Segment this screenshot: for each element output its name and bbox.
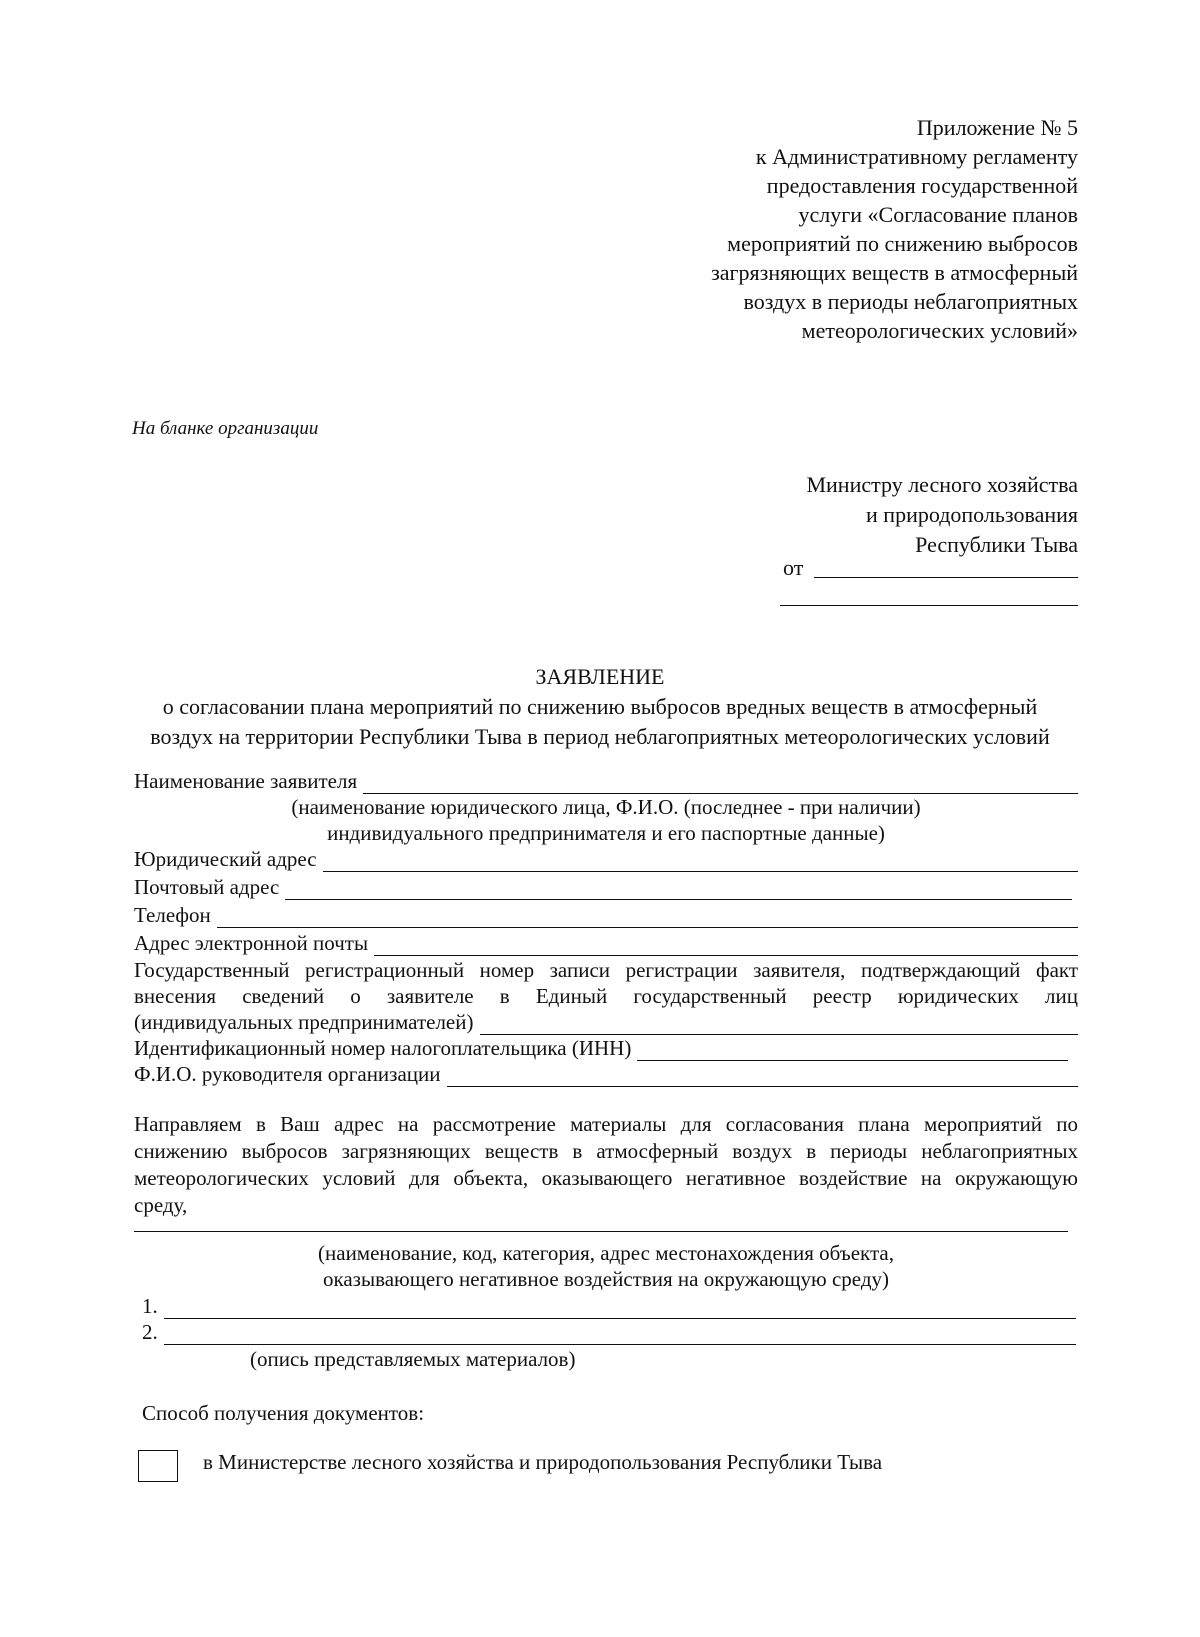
delivery-heading: Способ получения документов: <box>142 1401 425 1425</box>
object-hint <box>134 1240 1078 1292</box>
appendix-block <box>558 113 1078 345</box>
material-item-2-input[interactable] <box>164 1324 1076 1345</box>
inn-row <box>134 1035 1068 1061</box>
object-input[interactable] <box>134 1230 1068 1232</box>
inn-input[interactable] <box>637 1040 1068 1061</box>
phone-row <box>134 902 1078 928</box>
applicant-name-label: Наименование заявителя <box>134 769 358 793</box>
material-item-2 <box>142 1319 1076 1345</box>
from-field-line-2[interactable] <box>780 604 1078 606</box>
body-line: метеорологических условий для объекта, оказывающего негативное воздействие на окружающую <box>134 1166 1078 1190</box>
appendix-line: метеорологических условий» <box>801 318 1078 343</box>
letterhead-note: На бланке организации <box>132 418 319 439</box>
director-input[interactable] <box>447 1066 1079 1087</box>
object-hint-line: (наименование, код, категория, адрес местонахождения объекта, <box>318 1241 894 1265</box>
appendix-line: загрязняющих веществ в атмосферный <box>711 260 1078 285</box>
appendix-line: мероприятий по снижению выбросов <box>727 231 1078 256</box>
delivery-option-label: в Министерстве лесного хозяйства и природопользования Республики Тыва <box>203 1450 883 1474</box>
title-subtitle-line: воздух на территории Республики Тыва в период неблагоприятных метеорологических условий <box>150 724 1050 749</box>
email-row <box>134 930 1078 956</box>
from-label: от <box>783 555 804 580</box>
ogrn-label: (индивидуальных предпринимателей) <box>134 1010 474 1034</box>
document-title <box>120 662 1080 752</box>
legal-address-row <box>134 846 1078 872</box>
from-field-line-1[interactable] <box>814 576 1078 578</box>
material-item-1 <box>142 1293 1076 1319</box>
title-heading: ЗАЯВЛЕНИЕ <box>535 664 665 689</box>
appendix-line: услуги «Согласование планов <box>798 202 1078 227</box>
director-row <box>134 1061 1078 1087</box>
addressee-line: Министру лесного хозяйства <box>806 472 1078 497</box>
phone-input[interactable] <box>217 907 1078 928</box>
phone-label: Телефон <box>134 903 211 927</box>
delivery-option-checkbox[interactable] <box>138 1450 178 1482</box>
material-item-1-input[interactable] <box>164 1298 1076 1319</box>
body-paragraph <box>134 1111 1078 1219</box>
body-line: Направляем в Ваш адрес на рассмотрение материалы для согласования плана мероприятий по <box>134 1112 1078 1136</box>
appendix-line: предоставления государственной <box>766 173 1078 198</box>
ogrn-input[interactable] <box>480 1014 1079 1035</box>
object-hint-line: оказывающего негативное воздействия на окружающую среду) <box>322 1267 890 1291</box>
applicant-name-input[interactable] <box>363 773 1078 794</box>
appendix-line: к Административному регламенту <box>755 144 1078 169</box>
postal-address-row <box>134 874 1072 900</box>
email-label: Адрес электронной почты <box>134 931 369 955</box>
addressee-block <box>658 470 1078 560</box>
ogrn-row <box>134 1009 1078 1035</box>
legal-address-input[interactable] <box>323 851 1078 872</box>
applicant-hint <box>134 794 1078 846</box>
title-subtitle-line: о согласовании плана мероприятий по снижению выбросов вредных веществ в атмосферный <box>162 694 1038 719</box>
email-input[interactable] <box>374 935 1078 956</box>
materials-hint: (опись представляемых материалов) <box>250 1347 576 1371</box>
legal-address-label: Юридический адрес <box>134 847 317 871</box>
body-line: снижению выбросов загрязняющих веществ в атмосферный воздух в периоды неблагоприятных <box>134 1139 1078 1163</box>
postal-address-label: Почтовый адрес <box>134 875 280 899</box>
applicant-hint-line: индивидуального предпринимателя и его паспортные данные) <box>327 821 885 845</box>
addressee-line: и природопользования <box>866 502 1078 527</box>
director-label: Ф.И.О. руководителя организации <box>134 1062 441 1086</box>
addressee-line: Республики Тыва <box>915 532 1078 557</box>
postal-address-input[interactable] <box>285 879 1072 900</box>
ogrn-line: внесения сведений о заявителе в Единый государственный реестр юридических лиц <box>134 984 1078 1008</box>
material-item-number: 1. <box>142 1294 158 1318</box>
body-line: среду, <box>134 1193 188 1217</box>
applicant-name-row <box>134 768 1078 794</box>
ogrn-line: Государственный регистрационный номер записи регистрации заявителя, подтверждающий факт <box>134 958 1078 982</box>
applicant-hint-line: (наименование юридического лица, Ф.И.О. (последнее - при наличии) <box>291 795 921 819</box>
inn-label: Идентификационный номер налогоплательщика (ИНН) <box>134 1036 632 1060</box>
appendix-line: воздух в периоды неблагоприятных <box>743 289 1078 314</box>
appendix-number: Приложение № 5 <box>916 115 1078 140</box>
material-item-number: 2. <box>142 1320 158 1344</box>
